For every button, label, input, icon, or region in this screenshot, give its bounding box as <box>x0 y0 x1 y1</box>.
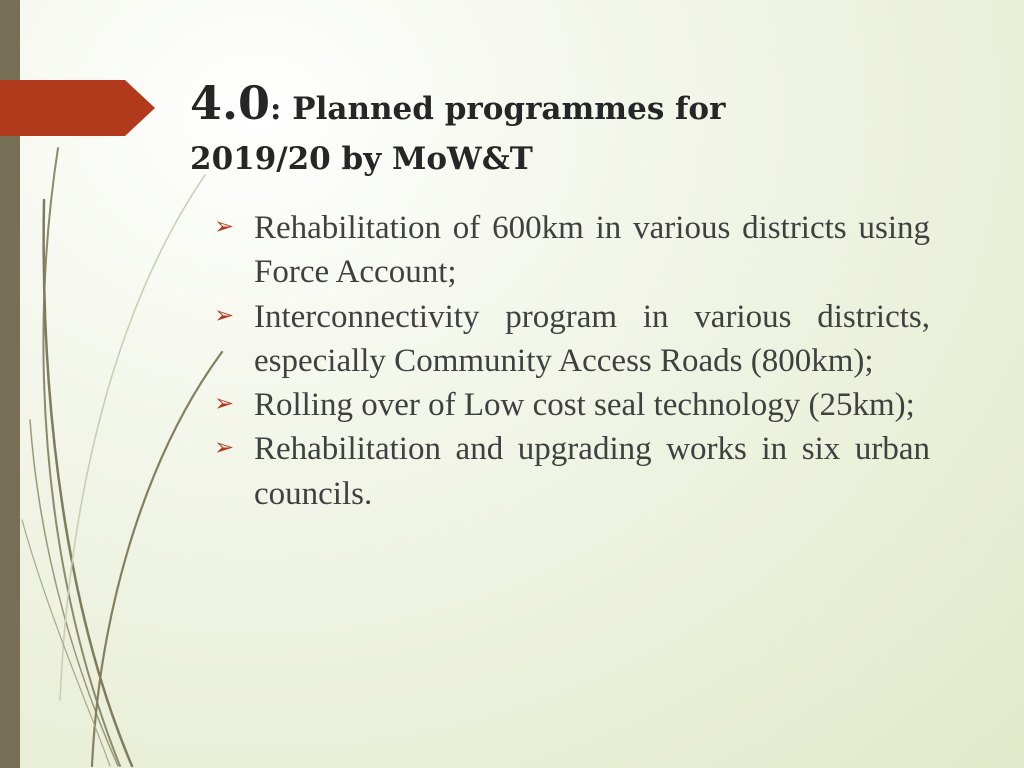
arrow-bullet-icon: ➢ <box>214 212 235 240</box>
bullet-text: Interconnectivity program in various districts, especially Community Access Roads (800km); <box>254 298 930 379</box>
arrow-bullet-icon: ➢ <box>214 433 235 462</box>
slide-title <box>190 78 830 184</box>
bullet-text: Rehabilitation and upgrading works in six urban councils. <box>254 431 930 512</box>
arrow-bullet-icon: ➢ <box>214 389 235 418</box>
bullet-text: Rolling over of Low cost seal technology (25km); <box>254 387 915 424</box>
bullet-list <box>214 206 930 516</box>
title-line-2: 2019/20 by MoW&T <box>190 141 533 177</box>
title-accent-arrow <box>0 80 155 136</box>
bullet-text: Rehabilitation of 600km in various districts using Force Account; <box>254 210 930 291</box>
arrow-bullet-icon: ➢ <box>214 300 235 329</box>
title-text: : Planned programmes for <box>270 91 726 127</box>
title-number: 4.0 <box>190 76 271 130</box>
bullet-item <box>214 383 930 427</box>
bullet-item <box>214 295 930 384</box>
bullet-item <box>214 427 930 516</box>
bullet-item <box>214 206 930 295</box>
